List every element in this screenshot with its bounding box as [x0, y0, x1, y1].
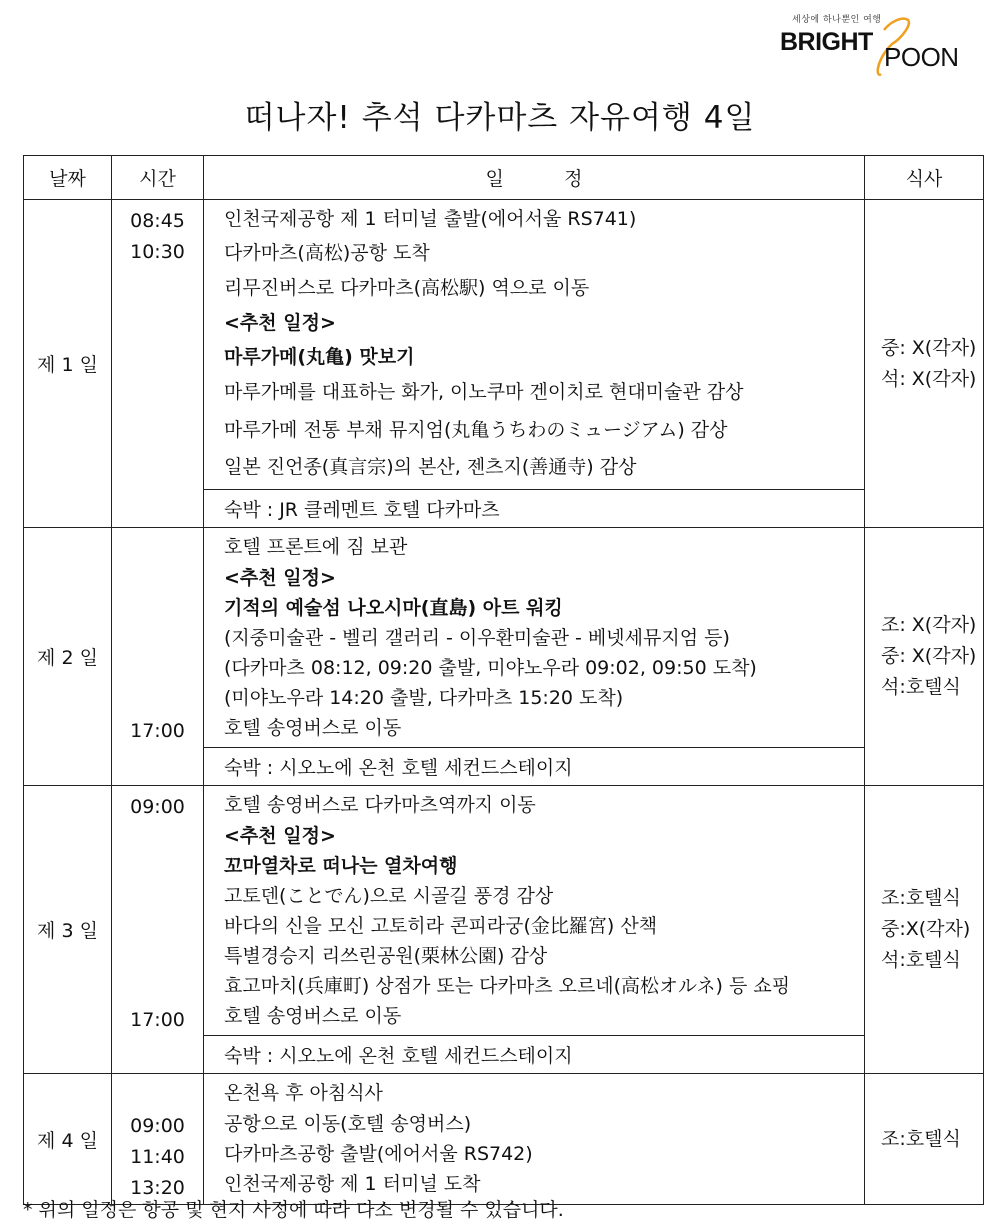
time-cell [112, 1074, 204, 1205]
schedule-highlight: 꼬마열차로 떠나는 열차여행 [224, 855, 458, 877]
schedule-item: (미야노우라 14:20 출발, 다카마츠 15:20 도착) [224, 687, 624, 709]
lodging-cell: 숙박 : JR 클레멘트 호텔 다카마츠 [204, 490, 865, 528]
schedule-item: 다카마츠공항 출발(에어서울 RS742) [224, 1143, 533, 1165]
header-meal: 식사 [865, 156, 984, 200]
day-row [24, 200, 984, 490]
time-cell [112, 200, 204, 528]
schedule-cell [204, 786, 865, 1036]
schedule-item: 효고마치(兵庫町) 상점가 또는 다카마츠 오르네(高松オルネ) 등 쇼핑 [224, 975, 791, 997]
schedule-item: 마루가메를 대표하는 화가, 이노쿠마 겐이치로 현대미술관 감상 [224, 381, 744, 403]
schedule-cell [204, 528, 865, 748]
meal-item: 중:X(각자) [881, 918, 971, 940]
day-label: 제 2 일 [24, 528, 112, 786]
brand-logo [780, 12, 970, 82]
schedule-highlight: 마루가메(丸亀) 맛보기 [224, 346, 415, 368]
header-row [24, 156, 984, 200]
time-cell [112, 528, 204, 786]
lodging-cell: 숙박 : 시오노에 온천 호텔 세컨드스테이지 [204, 1036, 865, 1074]
meal-cell [865, 786, 984, 1074]
schedule-item: 인천국제공항 제 1 터미널 도착 [224, 1173, 481, 1195]
schedule-item: 리무진버스로 다카마츠(高松駅) 역으로 이동 [224, 277, 590, 299]
time-value: 17:00 [130, 720, 185, 742]
day-row [24, 1074, 984, 1205]
day-label: 제 1 일 [24, 200, 112, 528]
itinerary-table [23, 155, 984, 1205]
schedule-highlight: <추천 일정> [224, 567, 336, 589]
time-value: 10:30 [130, 241, 185, 263]
schedule-item: (다카마츠 08:12, 09:20 출발, 미야노우라 09:02, 09:50 도착) [224, 657, 757, 679]
time-value: 08:45 [130, 210, 185, 232]
time-cell [112, 786, 204, 1074]
schedule-item: 온천욕 후 아침식사 [224, 1082, 383, 1104]
day-label: 제 3 일 [24, 786, 112, 1074]
meal-item: 중: X(각자) [881, 336, 977, 359]
meal-item: 석:호텔식 [881, 676, 961, 698]
schedule-item: 호텔 송영버스로 다카마츠역까지 이동 [224, 794, 536, 816]
footnote: * 위의 일정은 항공 및 현지 사정에 따라 다소 변경될 수 있습니다. [23, 1199, 564, 1221]
schedule-item: (지중미술관 - 벨리 갤러리 - 이우환미술관 - 베넷세뮤지엄 등) [224, 627, 730, 649]
schedule-item: 공항으로 이동(호텔 송영버스) [224, 1113, 472, 1135]
schedule-cell [204, 1074, 865, 1205]
meal-item: 조:호텔식 [881, 1127, 961, 1150]
logo-word-bright: BRIGHT [780, 28, 873, 56]
time-value: 09:00 [130, 796, 185, 818]
meal-item: 조: X(각자) [881, 614, 977, 636]
schedule-cell [204, 200, 865, 490]
day-row [24, 786, 984, 1036]
itinerary-body [24, 200, 984, 1205]
schedule-highlight: 기적의 예술섬 나오시마(直島) 아트 워킹 [224, 597, 563, 619]
logo-word-poon: POON [884, 42, 959, 72]
meal-item: 석:호텔식 [881, 949, 961, 971]
schedule-item: 특별경승지 리쓰린공원(栗林公園) 감상 [224, 945, 548, 967]
time-value: 09:00 [130, 1115, 185, 1137]
schedule-item: 바다의 신을 모신 고토히라 콘피라궁(金比羅宮) 산책 [224, 915, 658, 937]
logo-tagline: 세상에 하나뿐인 여행 [792, 15, 882, 25]
schedule-item: 다카마츠(高松)공항 도착 [224, 242, 430, 264]
meal-item: 조:호텔식 [881, 887, 961, 909]
schedule-item: 일본 진언종(真言宗)의 본산, 젠츠지(善通寺) 감상 [224, 456, 637, 478]
meal-cell [865, 200, 984, 528]
schedule-item: 호텔 송영버스로 이동 [224, 1005, 402, 1027]
header-date: 날짜 [24, 156, 112, 200]
schedule-item: 호텔 송영버스로 이동 [224, 717, 402, 739]
schedule-item: 고토덴(ことでん)으로 시골길 풍경 감상 [224, 885, 554, 907]
day-label: 제 4 일 [24, 1074, 112, 1205]
meal-item: 중: X(각자) [881, 645, 977, 667]
meal-cell [865, 528, 984, 786]
meal-item: 석: X(각자) [881, 367, 977, 390]
schedule-item: 호텔 프론트에 짐 보관 [224, 536, 408, 558]
header-schedule: 일 정 [204, 156, 865, 200]
schedule-highlight: <추천 일정> [224, 312, 336, 334]
schedule-item: 마루가메 전통 부채 뮤지엄(丸亀うちわのミュージアム) 감상 [224, 419, 728, 441]
schedule-highlight: <추천 일정> [224, 825, 336, 847]
day-row [24, 528, 984, 748]
header-time: 시간 [112, 156, 204, 200]
lodging-cell: 숙박 : 시오노에 온천 호텔 세컨드스테이지 [204, 748, 865, 786]
time-value: 17:00 [130, 1009, 185, 1031]
page-title: 떠나자! 추석 다카마츠 자유여행 4일 [244, 100, 756, 136]
meal-cell [865, 1074, 984, 1205]
schedule-item: 인천국제공항 제 1 터미널 출발(에어서울 RS741) [224, 208, 637, 230]
time-value: 13:20 [130, 1177, 185, 1199]
time-value: 11:40 [130, 1146, 185, 1168]
